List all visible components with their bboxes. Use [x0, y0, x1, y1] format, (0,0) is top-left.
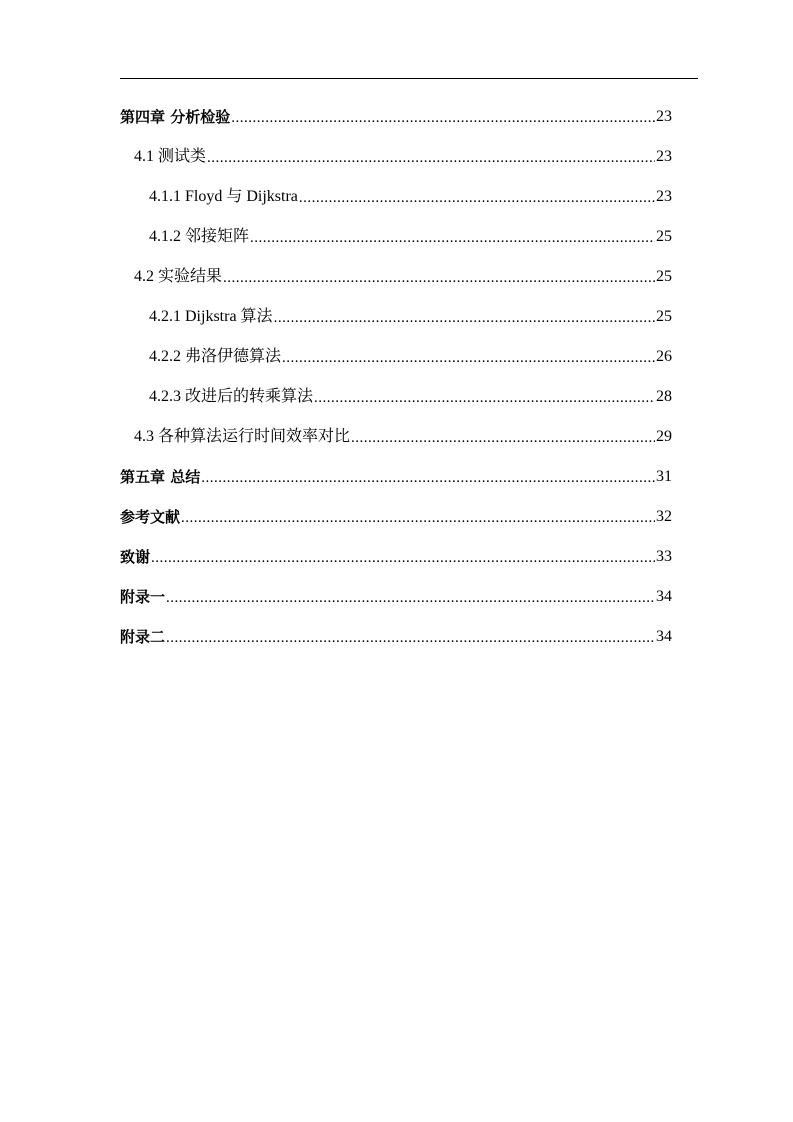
toc-entry-page: 31: [656, 468, 672, 485]
toc-entry-title: 4.1.2 邻接矩阵: [149, 228, 250, 245]
toc-dot-leader: [181, 497, 655, 537]
toc-dot-leader: [299, 177, 655, 217]
toc-entry[interactable]: [149, 377, 672, 417]
toc-entry-title: 第四章 分析检验: [120, 108, 231, 126]
toc-entry[interactable]: [149, 177, 672, 217]
toc-entry-title: 4.1 测试类: [134, 148, 207, 165]
toc-entry[interactable]: [120, 497, 672, 537]
toc-dot-leader: [166, 577, 655, 617]
toc-entry-title: 4.1.1 Floyd 与 Dijkstra: [149, 188, 298, 205]
toc-entry[interactable]: [134, 257, 672, 297]
toc-entry-page: 32: [656, 508, 672, 525]
toc-entry-title: 参考文献: [120, 508, 181, 526]
toc-entry-page: 23: [656, 148, 672, 165]
toc-entry-title: 4.2.2 弗洛伊德算法: [149, 348, 282, 365]
toc-entry-title: 4.2.1 Dijkstra 算法: [149, 308, 273, 325]
toc-entry-title: 4.2 实验结果: [134, 268, 223, 285]
toc-entry-page: 34: [656, 588, 672, 605]
toc-entry[interactable]: [120, 97, 672, 137]
toc-entry-title: 致谢: [120, 548, 151, 566]
toc-dot-leader: [231, 97, 655, 137]
toc-dot-leader: [351, 417, 655, 457]
toc-dot-leader: [314, 377, 655, 417]
toc-dot-leader: [166, 617, 655, 657]
toc-entry-page: 23: [656, 188, 672, 205]
toc-entry-page: 26: [656, 348, 672, 365]
toc-entry-page: 25: [656, 268, 672, 285]
toc-entry-page: 33: [656, 548, 672, 565]
toc-entry[interactable]: [149, 337, 672, 377]
toc-entry[interactable]: [120, 537, 672, 577]
toc-entry-title: 附录二: [120, 628, 166, 646]
toc-entry-title: 4.2.3 改进后的转乘算法: [149, 388, 314, 405]
toc-entry[interactable]: [134, 137, 672, 177]
toc-dot-leader: [282, 337, 655, 377]
toc-entry-page: 23: [656, 108, 672, 125]
toc-entry[interactable]: [134, 417, 672, 457]
toc-entry-page: 29: [656, 428, 672, 445]
toc-entry[interactable]: [120, 617, 672, 657]
toc-dot-leader: [223, 257, 655, 297]
toc-entry[interactable]: [120, 577, 672, 617]
toc-dot-leader: [201, 457, 655, 497]
toc-entry[interactable]: [149, 297, 672, 337]
toc-dot-leader: [250, 217, 655, 257]
toc-dot-leader: [274, 297, 655, 337]
toc-entry-page: 28: [656, 388, 672, 405]
toc-entry-page: 34: [656, 628, 672, 645]
toc-entry-page: 25: [656, 228, 672, 245]
toc-entry-title: 第五章 总结: [120, 468, 201, 486]
toc-dot-leader: [151, 537, 655, 577]
header-rule: [120, 78, 698, 79]
toc-entry[interactable]: [120, 457, 672, 497]
toc-entry-title: 附录一: [120, 588, 166, 606]
toc-dot-leader: [207, 137, 655, 177]
toc-entry[interactable]: [149, 217, 672, 257]
toc-entry-page: 25: [656, 308, 672, 325]
toc-entry-title: 4.3 各种算法运行时间效率对比: [134, 428, 351, 445]
